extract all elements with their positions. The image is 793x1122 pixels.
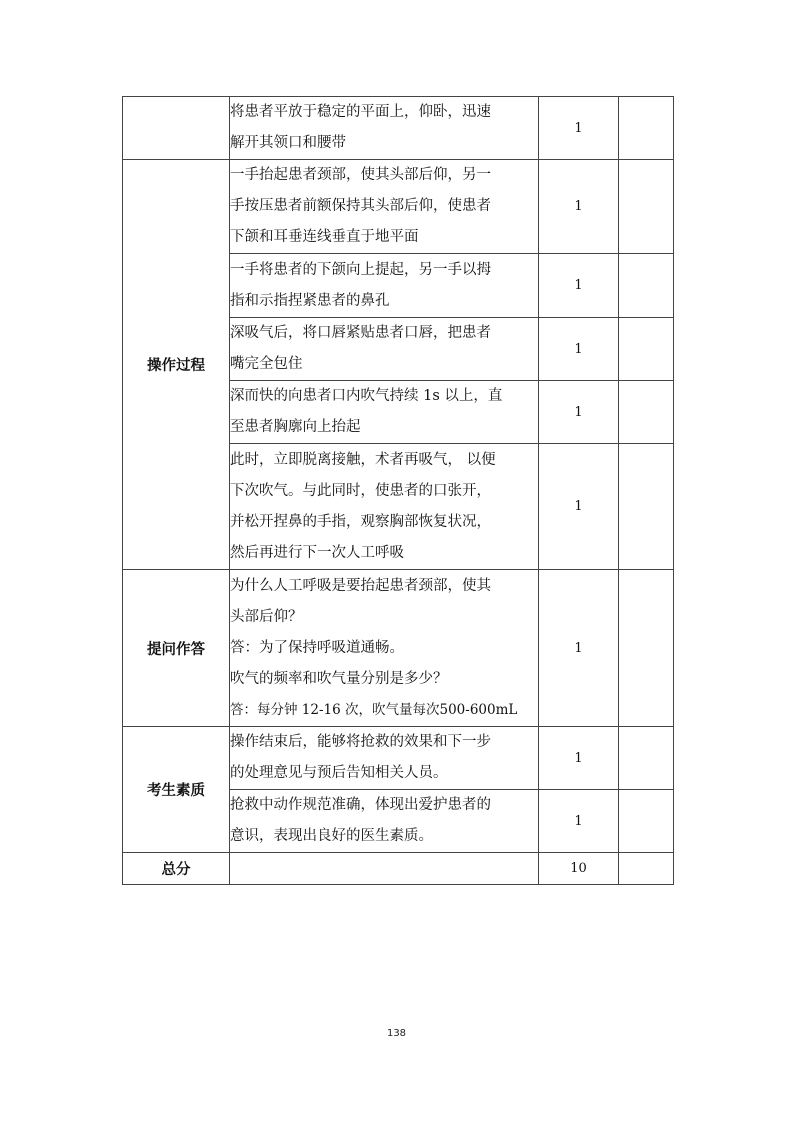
content-line: 嘴完全包住 <box>230 356 303 372</box>
blank-cell <box>619 381 674 444</box>
content-line: 此时，立即脱离接触，术者再吸气， 以便 <box>230 451 496 468</box>
content-line: 解开其领口和腰带 <box>230 135 346 151</box>
blank-cell <box>619 254 674 318</box>
score-cell: 1 <box>539 97 619 160</box>
table-row <box>123 727 674 790</box>
total-score: 10 <box>539 853 619 885</box>
blank-cell <box>619 97 674 160</box>
content-line: 抢救中动作规范准确，体现出爱护患者的 <box>230 797 491 813</box>
content-line: 并松开捏鼻的手指，观察胸部恢复状况， <box>230 513 491 530</box>
blank-cell <box>230 853 539 885</box>
item-content <box>230 254 539 318</box>
blank-cell <box>619 853 674 885</box>
item-content <box>230 444 539 570</box>
item-content <box>230 97 539 160</box>
table-row <box>123 160 674 254</box>
content-line: 深吸气后，将口唇紧贴患者口唇，把患者 <box>230 325 491 341</box>
content-line: 然后再进行下一次人工呼吸 <box>230 544 404 561</box>
content-line: 为什么人工呼吸是要抬起患者颈部，使其 <box>230 577 491 594</box>
content-line: 将患者平放于稳定的平面上，仰卧，迅速 <box>230 104 491 120</box>
category-quality: 考生素质 <box>123 727 230 853</box>
content-line: 至患者胸廓向上抬起 <box>230 419 361 435</box>
table-row <box>123 97 674 160</box>
blank-cell <box>619 570 674 727</box>
content-line: 一手将患者的下颌向上提起，另一手以拇 <box>230 261 491 278</box>
blank-cell <box>619 160 674 254</box>
content-line: 深而快的向患者口内吹气持续 1s 以上，直 <box>230 388 503 404</box>
category-operation: 操作过程 <box>123 160 230 570</box>
content-line: 的处理意见与预后告知相关人员。 <box>230 765 448 781</box>
content-line: 答：每分钟 12-16 次，吹气量每次500-600mL <box>230 701 518 718</box>
item-content <box>230 160 539 254</box>
item-content <box>230 381 539 444</box>
score-cell: 1 <box>539 160 619 254</box>
content-line: 一手抬起患者颈部，使其头部后仰，另一 <box>230 167 491 183</box>
content-line: 手按压患者前额保持其头部后仰，使患者 <box>230 198 491 214</box>
table-row <box>123 570 674 727</box>
category-qa: 提问作答 <box>123 570 230 727</box>
content-line: 操作结束后，能够将抢救的效果和下一步 <box>230 734 491 750</box>
page-number: 138 <box>386 1028 407 1039</box>
score-cell: 1 <box>539 381 619 444</box>
total-row <box>123 853 674 885</box>
content-line: 头部后仰？ <box>230 608 303 625</box>
content-line: 指和示指捏紧患者的鼻孔 <box>230 292 390 309</box>
content-line: 下次吹气。与此同时，使患者的口张开， <box>230 482 491 499</box>
blank-cell <box>619 790 674 853</box>
score-cell: 1 <box>539 444 619 570</box>
item-content <box>230 570 539 727</box>
scoring-table <box>122 96 674 885</box>
score-cell: 1 <box>539 254 619 318</box>
score-cell: 1 <box>539 318 619 381</box>
blank-cell <box>619 444 674 570</box>
score-cell: 1 <box>539 727 619 790</box>
category-cell-empty <box>123 97 230 160</box>
blank-cell <box>619 318 674 381</box>
content-line: 吹气的频率和吹气量分别是多少？ <box>230 670 448 687</box>
item-content <box>230 318 539 381</box>
content-line: 下颌和耳垂连线垂直于地平面 <box>230 229 419 245</box>
score-cell: 1 <box>539 790 619 853</box>
total-label: 总分 <box>123 853 230 885</box>
item-content <box>230 727 539 790</box>
content-line: 答：为了保持呼吸道通畅。 <box>230 639 404 656</box>
score-cell: 1 <box>539 570 619 727</box>
blank-cell <box>619 727 674 790</box>
item-content <box>230 790 539 853</box>
content-line: 意识，表现出良好的医生素质。 <box>230 828 433 844</box>
